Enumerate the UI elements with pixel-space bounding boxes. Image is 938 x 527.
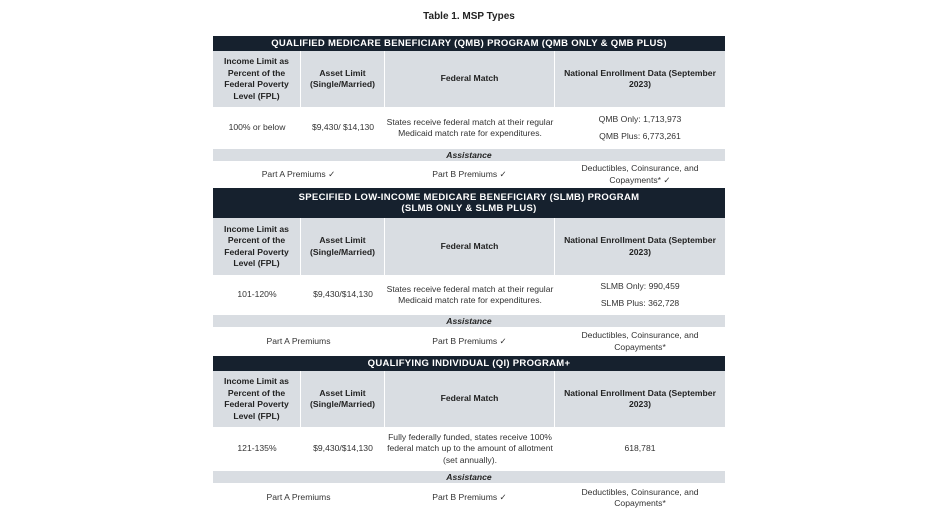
- qi-part-a-premiums: Part A Premiums: [213, 483, 384, 513]
- enrollment-header: National Enrollment Data (September 2023): [555, 218, 725, 275]
- qmb-section-header: QUALIFIED MEDICARE BENEFICIARY (QMB) PROGRAM (QMB ONLY & QMB PLUS): [213, 36, 725, 51]
- slmb-asset-limit: $9,430/$14,130: [301, 275, 385, 315]
- slmb-part-a-premiums: Part A Premiums: [213, 327, 384, 356]
- slmb-column-header-row: [213, 218, 725, 275]
- qi-income-limit: 121-135%: [213, 427, 301, 471]
- qi-asset-limit: $9,430/$14,130: [301, 427, 385, 471]
- qmb-plus-enrollment: QMB Plus: 6,773,261: [599, 131, 681, 141]
- slmb-header-line-1: SPECIFIED LOW-INCOME MEDICARE BENEFICIARY (SLMB) PROGRAM: [298, 192, 640, 203]
- qi-coverage-row: [213, 483, 725, 513]
- qmb-income-limit: 100% or below: [213, 107, 301, 149]
- enrollment-header: National Enrollment Data (September 2023): [555, 51, 725, 107]
- slmb-assistance-label: Assistance: [213, 315, 725, 327]
- slmb-header-line-2: (SLMB ONLY & SLMB PLUS): [401, 203, 537, 214]
- qi-data-row: [213, 427, 725, 471]
- slmb-enrollment: [555, 275, 725, 315]
- enrollment-header: National Enrollment Data (September 2023): [555, 371, 725, 427]
- table-title: Table 1. MSP Types: [423, 11, 515, 22]
- federal-match-header: Federal Match: [385, 218, 555, 275]
- qmb-coverage-row: [213, 161, 725, 188]
- federal-match-header: Federal Match: [385, 371, 555, 427]
- asset-limit-header: Asset Limit (Single/Married): [301, 51, 385, 107]
- qmb-data-row: [213, 107, 725, 149]
- federal-match-header: Federal Match: [385, 51, 555, 107]
- slmb-deductibles: Deductibles, Coinsurance, and Copayments*: [555, 327, 725, 356]
- slmb-income-limit: 101-120%: [213, 275, 301, 315]
- slmb-coverage-row: [213, 327, 725, 356]
- slmb-section-header: [213, 188, 725, 218]
- asset-limit-header: Asset Limit (Single/Married): [301, 218, 385, 275]
- slmb-only-enrollment: SLMB Only: 990,459: [600, 280, 680, 291]
- income-limit-header: Income Limit as Percent of the Federal Poverty Level (FPL): [213, 218, 301, 275]
- msp-types-table: [213, 36, 725, 513]
- qi-part-b-premiums: Part B Premiums ✓: [384, 483, 555, 513]
- qi-assistance-label: Assistance: [213, 471, 725, 483]
- qmb-deductibles: Deductibles, Coinsurance, and Copayments* ✓: [555, 161, 725, 188]
- slmb-data-row: [213, 275, 725, 315]
- qmb-part-b-premiums: Part B Premiums ✓: [384, 161, 555, 188]
- asset-limit-header: Asset Limit (Single/Married): [301, 371, 385, 427]
- qmb-assistance-label: Assistance: [213, 149, 725, 161]
- qmb-federal-match: States receive federal match at their regular Medicaid match rate for expenditures.: [385, 107, 555, 149]
- qi-column-header-row: [213, 371, 725, 427]
- qmb-enrollment: [555, 107, 725, 149]
- qmb-column-header-row: [213, 51, 725, 107]
- qi-enrollment: 618,781: [555, 427, 725, 471]
- qi-deductibles: Deductibles, Coinsurance, and Copayments*: [555, 483, 725, 513]
- qi-federal-match: Fully federally funded, states receive 100% federal match up to the amount of allotment (set annually).: [385, 427, 555, 471]
- slmb-federal-match: States receive federal match at their regular Medicaid match rate for expenditures.: [385, 275, 555, 315]
- slmb-plus-enrollment: SLMB Plus: 362,728: [600, 298, 680, 308]
- qi-section-header: QUALIFYING INDIVIDUAL (QI) PROGRAM+: [213, 356, 725, 371]
- slmb-part-b-premiums: Part B Premiums ✓: [384, 327, 555, 356]
- qmb-part-a-premiums: Part A Premiums ✓: [213, 161, 384, 188]
- income-limit-header: Income Limit as Percent of the Federal Poverty Level (FPL): [213, 371, 301, 427]
- qmb-asset-limit: $9,430/ $14,130: [301, 107, 385, 149]
- qmb-only-enrollment: QMB Only: 1,713,973: [598, 113, 682, 124]
- income-limit-header: Income Limit as Percent of the Federal Poverty Level (FPL): [213, 51, 301, 107]
